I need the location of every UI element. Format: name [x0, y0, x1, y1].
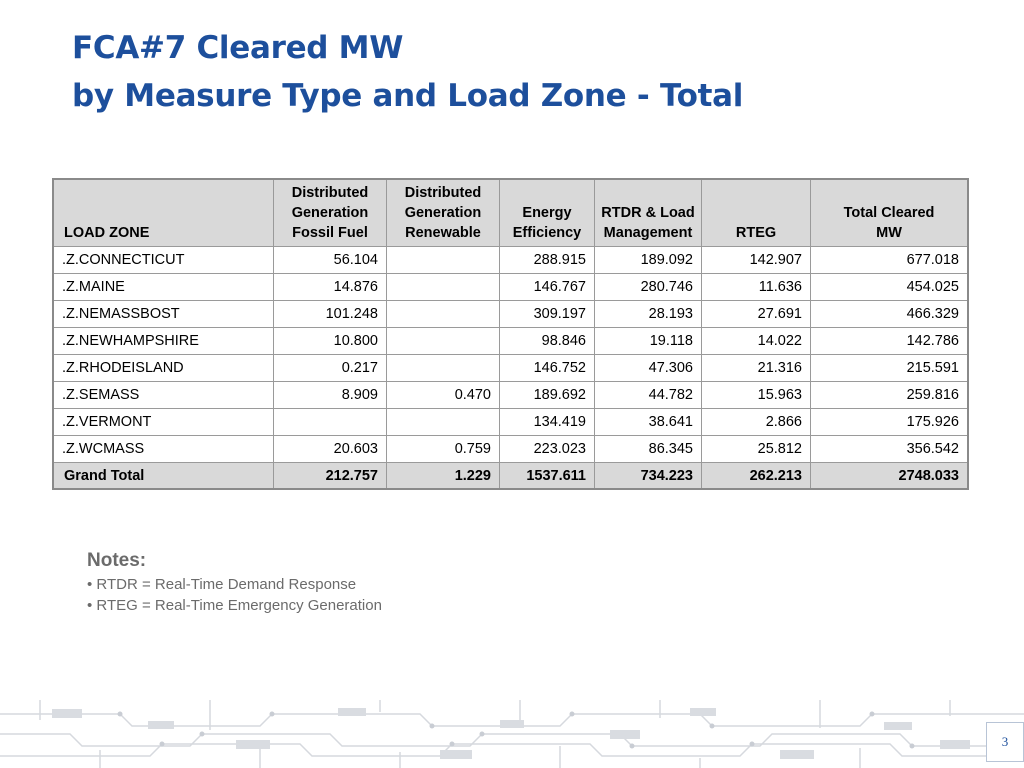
grand-cell-dg-renewable: 1.229: [387, 463, 500, 490]
grand-total-row: [53, 463, 968, 490]
cell-dg-fossil: 56.104: [274, 247, 387, 274]
cell-total-cleared: 142.786: [811, 328, 969, 355]
cell-total-cleared: 259.816: [811, 382, 969, 409]
cell-total-cleared: 466.329: [811, 301, 969, 328]
grand-cell-total-cleared: 2748.033: [811, 463, 969, 490]
cell-dg-fossil: 101.248: [274, 301, 387, 328]
cell-dg-renewable: [387, 409, 500, 436]
table-row: [53, 409, 968, 436]
cell-rtdr: 28.193: [595, 301, 702, 328]
cell-load-zone: .Z.VERMONT: [53, 409, 274, 436]
slide-title: [72, 24, 743, 120]
cell-rteg: 14.022: [702, 328, 811, 355]
cell-dg-renewable: 0.470: [387, 382, 500, 409]
cell-total-cleared: 356.542: [811, 436, 969, 463]
table-row: [53, 328, 968, 355]
cell-energy-efficiency: 134.419: [500, 409, 595, 436]
table-row: [53, 436, 968, 463]
cell-total-cleared: 677.018: [811, 247, 969, 274]
cell-energy-efficiency: 288.915: [500, 247, 595, 274]
table-row: [53, 247, 968, 274]
header-rtdr: RTDR & Load Management: [595, 179, 702, 247]
cell-rtdr: 38.641: [595, 409, 702, 436]
cell-total-cleared: 215.591: [811, 355, 969, 382]
cell-total-cleared: 175.926: [811, 409, 969, 436]
grand-cell-rtdr: 734.223: [595, 463, 702, 490]
page-number: 3: [986, 722, 1024, 762]
cell-dg-renewable: [387, 274, 500, 301]
table-body: [53, 247, 968, 490]
cell-dg-fossil: 8.909: [274, 382, 387, 409]
notes-title: Notes:: [87, 550, 147, 571]
cell-load-zone: .Z.RHODEISLAND: [53, 355, 274, 382]
note-rtdr: • RTDR = Real-Time Demand Response: [87, 576, 357, 593]
cell-rteg: 11.636: [702, 274, 811, 301]
cell-rteg: 25.812: [702, 436, 811, 463]
table-row: [53, 355, 968, 382]
header-total-cleared: Total Cleared MW: [811, 179, 969, 247]
cell-load-zone: .Z.NEMASSBOST: [53, 301, 274, 328]
cell-rtdr: 189.092: [595, 247, 702, 274]
cell-rtdr: 280.746: [595, 274, 702, 301]
circuit-footer-decoration: [0, 700, 1024, 768]
table-row: [53, 274, 968, 301]
header-dg-fossil: Distributed Generation Fossil Fuel: [274, 179, 387, 247]
cell-rtdr: 44.782: [595, 382, 702, 409]
cell-rteg: 21.316: [702, 355, 811, 382]
header-rteg: RTEG: [702, 179, 811, 247]
slide-title-line-2: by Measure Type and Load Zone - Total: [72, 78, 744, 114]
cell-energy-efficiency: 146.752: [500, 355, 595, 382]
notes: [87, 548, 382, 616]
cell-load-zone: .Z.MAINE: [53, 274, 274, 301]
header-dg-renewable: Distributed Generation Renewable: [387, 179, 500, 247]
cell-rteg: 15.963: [702, 382, 811, 409]
grand-cell-rteg: 262.213: [702, 463, 811, 490]
cell-rtdr: 86.345: [595, 436, 702, 463]
table-header-row: [53, 179, 968, 247]
cell-dg-fossil: 0.217: [274, 355, 387, 382]
cell-load-zone: .Z.WCMASS: [53, 436, 274, 463]
header-energy-efficiency: Energy Efficiency: [500, 179, 595, 247]
cell-dg-renewable: 0.759: [387, 436, 500, 463]
cleared-mw-table: [52, 178, 969, 490]
cell-dg-fossil: [274, 409, 387, 436]
cell-dg-renewable: [387, 301, 500, 328]
slide-title-line-1: FCA#7 Cleared MW: [72, 30, 404, 66]
cell-dg-renewable: [387, 328, 500, 355]
cell-rteg: 2.866: [702, 409, 811, 436]
cell-dg-fossil: 10.800: [274, 328, 387, 355]
table-row: [53, 301, 968, 328]
cell-dg-renewable: [387, 247, 500, 274]
cell-energy-efficiency: 223.023: [500, 436, 595, 463]
cell-energy-efficiency: 309.197: [500, 301, 595, 328]
grand-cell-dg-fossil: 212.757: [274, 463, 387, 490]
cell-rtdr: 47.306: [595, 355, 702, 382]
header-load-zone: LOAD ZONE: [53, 179, 274, 247]
table-row: [53, 382, 968, 409]
cell-rteg: 142.907: [702, 247, 811, 274]
note-rteg: • RTEG = Real-Time Emergency Generation: [87, 597, 382, 614]
cell-rtdr: 19.118: [595, 328, 702, 355]
grand-cell-energy-efficiency: 1537.611: [500, 463, 595, 490]
grand-cell-load-zone: Grand Total: [53, 463, 274, 490]
cell-rteg: 27.691: [702, 301, 811, 328]
cell-load-zone: .Z.SEMASS: [53, 382, 274, 409]
cell-total-cleared: 454.025: [811, 274, 969, 301]
cell-dg-renewable: [387, 355, 500, 382]
cell-energy-efficiency: 98.846: [500, 328, 595, 355]
cell-load-zone: .Z.CONNECTICUT: [53, 247, 274, 274]
cell-energy-efficiency: 189.692: [500, 382, 595, 409]
cell-dg-fossil: 14.876: [274, 274, 387, 301]
cell-load-zone: .Z.NEWHAMPSHIRE: [53, 328, 274, 355]
cell-energy-efficiency: 146.767: [500, 274, 595, 301]
cell-dg-fossil: 20.603: [274, 436, 387, 463]
